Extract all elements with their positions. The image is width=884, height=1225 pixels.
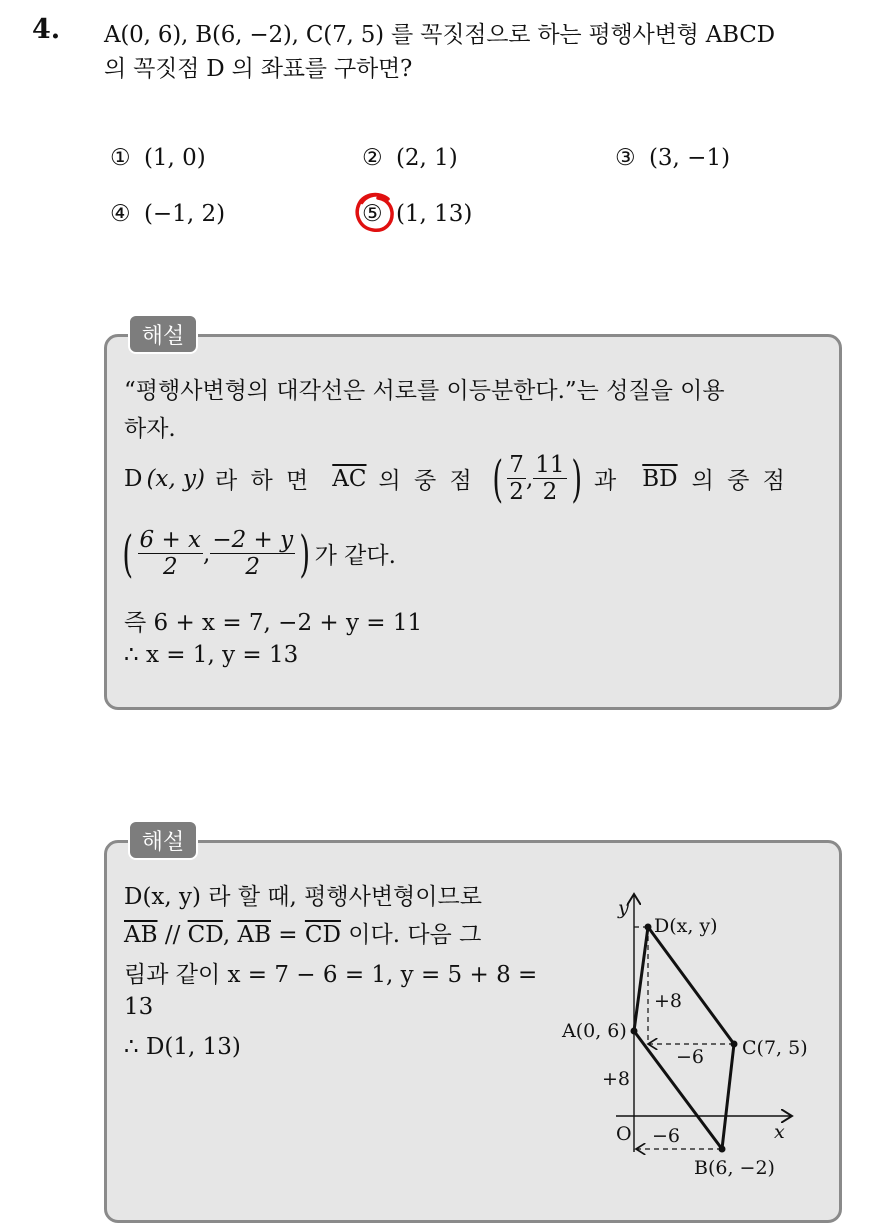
option-2-mark: ② xyxy=(362,145,383,171)
segment-bd: $\overline{BD}$ xyxy=(642,465,678,492)
s1-rparen: ) xyxy=(570,449,582,508)
option-4[interactable] xyxy=(110,201,225,227)
s1-rparen-2: ) xyxy=(299,524,311,583)
option-4-mark: ④ xyxy=(110,201,131,227)
label-origin: O xyxy=(616,1123,632,1145)
s1-comma: , xyxy=(525,465,534,492)
label-minus6-mid: −6 xyxy=(676,1046,705,1068)
solution1-line5: 즉 6 + x = 7, −2 + y = 11 xyxy=(124,610,423,636)
s1-lparen: ( xyxy=(492,449,503,508)
option-3-mark: ③ xyxy=(615,145,636,171)
solution-tag-1: 해설 xyxy=(128,314,198,354)
s1-lparen-2: ( xyxy=(122,524,134,583)
solution1-line4 xyxy=(118,524,396,583)
option-3-text: (3, −1) xyxy=(648,145,731,171)
segment-ab-1: $\overline{AB}$ xyxy=(124,922,158,948)
vertex-c xyxy=(731,1041,738,1048)
option-4-text: (−1, 2) xyxy=(143,201,226,227)
vertex-d xyxy=(645,924,652,931)
option-1[interactable] xyxy=(110,145,206,171)
solution1-line3 xyxy=(124,449,785,508)
solution1-line1: “평행사변형의 대각선은 서로를 이등분한다.”는 성질을 이용 xyxy=(124,378,725,404)
segment-cd-2: $\overline{CD}$ xyxy=(304,922,341,948)
label-plus8-lower: +8 xyxy=(602,1068,631,1090)
label-y-axis: y xyxy=(618,897,629,919)
parallel-symbol: // xyxy=(157,922,188,948)
option-1-mark: ① xyxy=(110,145,131,171)
s2-text-end: 이다. 다음 그 xyxy=(340,922,482,948)
label-d: D(x, y) xyxy=(654,915,718,937)
solution1-line2: 하자. xyxy=(124,416,176,442)
vertex-b xyxy=(719,1146,726,1153)
solution2-line2 xyxy=(124,916,481,949)
s1-d-label: D xyxy=(124,465,143,492)
s1-text-b: 의 중 점 xyxy=(378,468,472,495)
fraction-m2py-2: $\frac{-2 + y}{2}$ xyxy=(212,527,294,581)
solution1-line6: ∴ x = 1, y = 13 xyxy=(124,642,299,668)
label-c: C(7, 5) xyxy=(742,1037,808,1059)
label-b: B(6, −2) xyxy=(694,1157,775,1179)
solution2-line1: D(x, y) 라 할 때, 평행사변형이므로 xyxy=(124,884,482,910)
label-minus6-bottom: −6 xyxy=(652,1125,681,1147)
s1-text-d: 의 중 점 xyxy=(691,468,785,495)
option-1-text: (1, 0) xyxy=(143,145,206,171)
s2-comma: , xyxy=(222,922,238,948)
s1-text-a: 라 하 면 xyxy=(215,468,309,495)
option-5-mark: ⑤ xyxy=(362,201,383,227)
solution-tag-2: 해설 xyxy=(128,820,198,860)
fraction-6px-2: $\frac{6 + x}{2}$ xyxy=(139,527,202,581)
solution2-line5: ∴ D(1, 13) xyxy=(124,1034,241,1060)
s1-xy: (x, y) xyxy=(146,465,205,492)
s1-text-c: 과 xyxy=(594,468,617,495)
option-5-text: (1, 13) xyxy=(395,201,473,227)
segment-ac: $\overline{AC}$ xyxy=(332,465,367,492)
solution2-line4: 13 xyxy=(124,994,154,1020)
vertex-a xyxy=(631,1028,638,1035)
solution2-line3: 림과 같이 x = 7 − 6 = 1, y = 5 + 8 = xyxy=(124,962,538,988)
label-x-axis: x xyxy=(774,1121,785,1143)
label-plus8-upper: +8 xyxy=(654,990,683,1012)
s1-text-e: 가 같다. xyxy=(314,543,396,570)
option-2[interactable] xyxy=(362,145,458,171)
option-2-text: (2, 1) xyxy=(395,145,458,171)
question-text-line2: 의 꼭짓점 D 의 좌표를 구하면? xyxy=(104,56,413,82)
segment-ab-2: $\overline{AB}$ xyxy=(237,922,271,948)
question-text-line1: A(0, 6), B(6, −2), C(7, 5) 를 꼭짓점으로 하는 평행사변형 ABCD xyxy=(104,22,775,48)
equals-symbol: = xyxy=(271,922,305,948)
label-a: A(0, 6) xyxy=(562,1020,627,1042)
question-number: 4. xyxy=(32,14,61,45)
segment-cd-1: $\overline{CD}$ xyxy=(187,922,223,948)
option-3[interactable] xyxy=(615,145,730,171)
parallelogram-graph xyxy=(560,880,808,1180)
fraction-11-2: $\frac{11}{2}$ xyxy=(535,452,565,506)
answer-circle-icon xyxy=(352,190,398,236)
fraction-7-2: $\frac{7}{2}$ xyxy=(509,452,524,506)
s1-comma-2: , xyxy=(203,540,211,567)
